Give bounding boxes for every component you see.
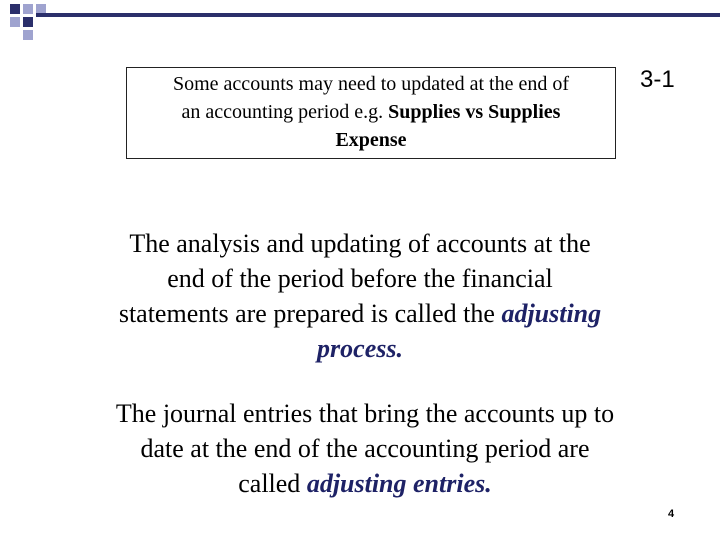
paragraph2-end: . xyxy=(485,469,492,498)
header-rule xyxy=(36,13,720,17)
callout-box xyxy=(126,67,616,159)
callout-line-2-bold: Supplies vs Supplies xyxy=(388,101,561,123)
paragraph1-text: The analysis and updating of accounts at the end of the period before the financial statements are prepared is called the xyxy=(118,229,591,328)
paragraph-adjusting-process xyxy=(110,226,610,366)
callout-line-3-bold: Expense xyxy=(335,129,407,151)
decor-square-light xyxy=(10,17,20,27)
paragraph1-emphasis: adjusting process xyxy=(317,299,602,363)
callout-line-2-plain: an accounting period e.g. xyxy=(181,101,389,123)
decor-square-light xyxy=(23,4,33,14)
callout-line-3 xyxy=(127,126,615,154)
paragraph-adjusting-entries xyxy=(110,396,620,501)
paragraph2-text: The journal entries that bring the accounts up to date at the end of the accounting period are called xyxy=(115,399,615,498)
decor-square-dark xyxy=(23,17,33,27)
callout-line-2 xyxy=(127,98,615,126)
slide-code: 3-1 xyxy=(640,66,675,93)
paragraph2-emphasis: adjusting entries xyxy=(306,469,486,498)
paragraph1-end: . xyxy=(396,334,403,363)
decor-square-dark xyxy=(23,30,33,40)
decor-square-dark xyxy=(10,4,20,14)
callout-line-1: Some accounts may need to updated at the end of xyxy=(173,73,569,95)
page-number: 4 xyxy=(668,508,675,520)
